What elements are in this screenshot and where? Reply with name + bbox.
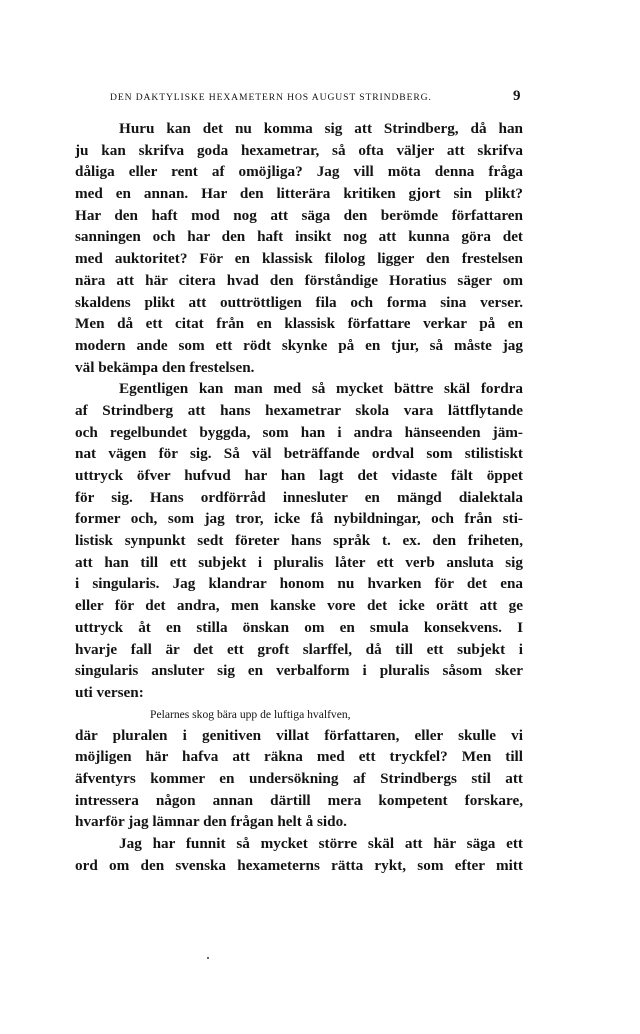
text-line: att han till ett subjekt i pluralis låter ett verb ansluta sig <box>75 553 523 571</box>
text-line: uti versen: <box>75 683 144 701</box>
text-line: där pluralen i genitiven villat författaren, eller skulle vi <box>75 726 523 744</box>
text-line: uttryck öfver hufvud har han lagt det vidaste fält öppet <box>75 467 523 484</box>
quoted-verse-line: Pelarnes skog bära upp de luftiga hvalfven, <box>150 707 351 721</box>
text-line: ord om den svenska hexameterns rätta rykt, som efter mitt <box>75 856 523 874</box>
text-line: singularis ansluter sig en verbalform i pluralis såsom sker <box>75 662 523 680</box>
text-line: Men då ett citat från en klassisk författare verkar på en <box>75 315 523 333</box>
text-line: med auktoritet? För en klassisk filolog ligger den frestelsen <box>75 250 523 268</box>
text-line: med en annan. Har den litterära kritiken gjort sin plikt? <box>75 185 523 203</box>
text-line: hvarje fall är det ett groft slarffel, då till ett subjekt i <box>75 640 523 658</box>
running-title: DEN DAKTYLISKE HEXAMETERN HOS AUGUST STRINDBERG. <box>110 92 432 103</box>
body-text <box>75 118 523 876</box>
text-line: Huru kan det nu komma sig att Strindberg, då han <box>119 120 523 137</box>
text-line: möjligen här hafva att räkna med ett tryckfel? Men till <box>75 748 523 766</box>
text-line: hvarför jag lämnar den frågan helt å sido. <box>75 813 347 831</box>
text-line: väl bekämpa den frestelsen. <box>75 358 255 376</box>
text-line: Har den haft mod nog att säga den berömde författaren <box>75 206 523 224</box>
text-line: eller för det andra, men kanske vore det icke orätt att ge <box>75 597 523 615</box>
text-line: listisk synpunkt sedt företer hans språk t. ex. den friheten, <box>75 532 523 550</box>
text-line: sanningen och har den haft insikt nog att kunna göra det <box>75 228 523 246</box>
text-line: i singularis. Jag klandrar honom nu hvarken för det ena <box>75 575 523 593</box>
text-line: för sig. Hans ordförråd innesluter en mängd dialektala <box>75 488 523 506</box>
page-number: 9 <box>513 88 521 104</box>
print-speck <box>207 957 209 959</box>
text-line: former och, som jag tror, icke få nybildningar, och från sti- <box>75 510 523 528</box>
text-line: Egentligen kan man med så mycket bättre skäl fordra <box>119 380 523 398</box>
text-line: af Strindberg att hans hexametrar skola vara lättflytande <box>75 401 523 419</box>
text-line: intressera någon annan därtill mera kompetent forskare, <box>75 791 523 809</box>
text-line: äfventyrs kommer en undersökning af Strindbergs stil att <box>75 769 523 787</box>
text-line: nat vägen för sig. Så väl beträffande ordval som stilistiskt <box>75 445 523 463</box>
text-line: nära att här citera hvad den förståndige Horatius säger om <box>75 271 523 289</box>
text-line: modern ande som ett rödt skynke på en tjur, så måste jag <box>75 336 523 354</box>
text-line: ju kan skrifva goda hexametrar, så ofta väljer att skrifva <box>75 141 523 159</box>
text-line: uttryck åt en stilla önskan om en smula konsekvens. I <box>75 618 523 636</box>
text-line: Jag har funnit så mycket större skäl att här säga ett <box>119 835 523 852</box>
text-line: dåliga eller rent af omöjliga? Jag vill möta denna fråga <box>75 163 523 181</box>
text-line: och regelbundet byggda, som han i andra hänseenden jäm- <box>75 423 523 441</box>
text-line: skaldens plikt att outtröttligen fila och forma sina verser. <box>75 293 523 311</box>
